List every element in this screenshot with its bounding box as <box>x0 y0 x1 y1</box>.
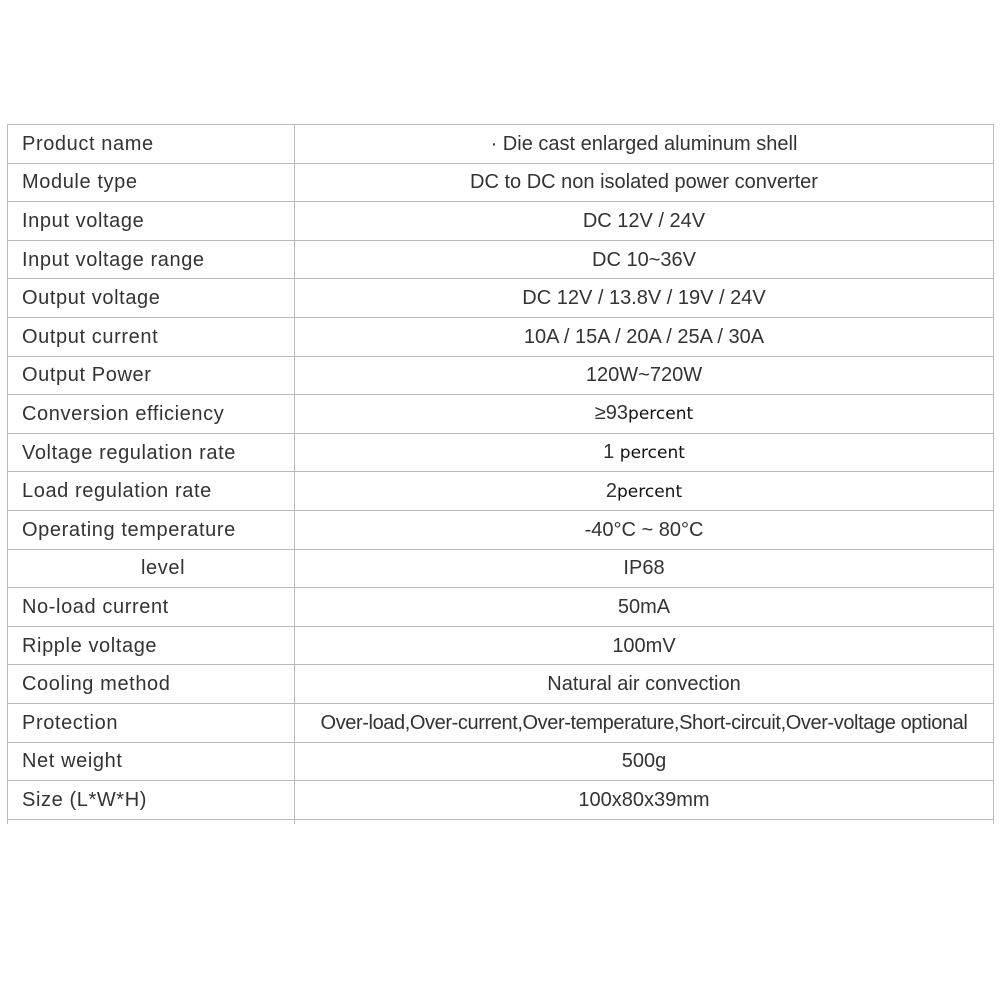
spec-value-text: 100mV <box>612 634 676 657</box>
spec-label: Conversion efficiency <box>8 395 295 434</box>
table-row <box>8 665 994 704</box>
table-row <box>8 742 994 781</box>
empty-cell <box>295 819 994 824</box>
table-row <box>8 279 994 318</box>
table-row <box>8 356 994 395</box>
table-row-trailing <box>8 819 994 824</box>
spec-value <box>295 202 994 241</box>
spec-label: Protection <box>8 703 295 742</box>
spec-value <box>295 626 994 665</box>
spec-value-text: ≥93 <box>594 402 629 425</box>
spec-value <box>295 125 994 164</box>
spec-value-text: 120W~720W <box>585 364 703 387</box>
spec-value-suffix: percent <box>619 443 685 464</box>
spec-label: Output current <box>8 317 295 356</box>
spec-label: Module type <box>8 163 295 202</box>
spec-value-suffix: percent <box>628 404 694 425</box>
spec-value <box>295 588 994 627</box>
table-row <box>8 781 994 820</box>
spec-label: No-load current <box>8 588 295 627</box>
spec-label: Operating temperature <box>8 510 295 549</box>
spec-value-text: DC 12V / 24V <box>582 209 706 232</box>
spec-label: Net weight <box>8 742 295 781</box>
table-row <box>8 626 994 665</box>
table-row <box>8 472 994 511</box>
spec-value-text: DC to DC non isolated power converter <box>470 171 818 194</box>
spec-value <box>295 665 994 704</box>
spec-value-text: DC 12V / 13.8V / 19V / 24V <box>522 287 766 310</box>
table-row <box>8 125 994 164</box>
spec-value <box>295 703 994 742</box>
spec-label: Product name <box>8 125 295 164</box>
table-row <box>8 433 994 472</box>
spec-value-suffix: percent <box>617 481 683 502</box>
table-row <box>8 588 994 627</box>
spec-value-text: 10A / 15A / 20A / 25A / 30A <box>523 325 765 348</box>
spec-value <box>295 240 994 279</box>
spec-value-text: 100x80x39mm <box>578 788 710 811</box>
spec-value-text: 500g <box>621 750 667 773</box>
spec-value-text: DC 10~36V <box>592 248 696 271</box>
spec-value <box>295 317 994 356</box>
spec-value-text: -40°C ~ 80°C <box>584 518 704 541</box>
spec-label: Voltage regulation rate <box>8 433 295 472</box>
spec-value-text: Over-load,Over-current,Over-temperature,Short-circuit,Over-voltage optional <box>320 711 968 734</box>
spec-value <box>295 781 994 820</box>
spec-value <box>295 510 994 549</box>
spec-value-text: 1 <box>603 441 620 464</box>
spec-label: Load regulation rate <box>8 472 295 511</box>
spec-value-text: · Die cast enlarged aluminum shell <box>490 132 798 155</box>
spec-value <box>295 395 994 434</box>
spec-value-text: Natural air convection <box>547 673 741 696</box>
spec-label: Output Power <box>8 356 295 395</box>
spec-label: Cooling method <box>8 665 295 704</box>
table-row <box>8 703 994 742</box>
table-row <box>8 202 994 241</box>
spec-value <box>295 472 994 511</box>
spec-label: Output voltage <box>8 279 295 318</box>
empty-cell <box>8 819 295 824</box>
spec-value <box>295 163 994 202</box>
spec-label: Size (L*W*H) <box>8 781 295 820</box>
table-row <box>8 395 994 434</box>
spec-label: Input voltage range <box>8 240 295 279</box>
spec-table <box>7 124 994 824</box>
spec-value-text: IP68 <box>623 557 665 580</box>
spec-value-text: 50mA <box>617 595 671 618</box>
spec-label: Input voltage <box>8 202 295 241</box>
spec-value <box>295 742 994 781</box>
spec-label: level <box>8 549 295 588</box>
table-row <box>8 549 994 588</box>
table-row <box>8 163 994 202</box>
table-row <box>8 317 994 356</box>
spec-label: Ripple voltage <box>8 626 295 665</box>
table-row <box>8 510 994 549</box>
spec-value <box>295 433 994 472</box>
spec-value-text: 2 <box>605 479 617 502</box>
spec-value <box>295 279 994 318</box>
spec-value <box>295 549 994 588</box>
table-row <box>8 240 994 279</box>
spec-value <box>295 356 994 395</box>
